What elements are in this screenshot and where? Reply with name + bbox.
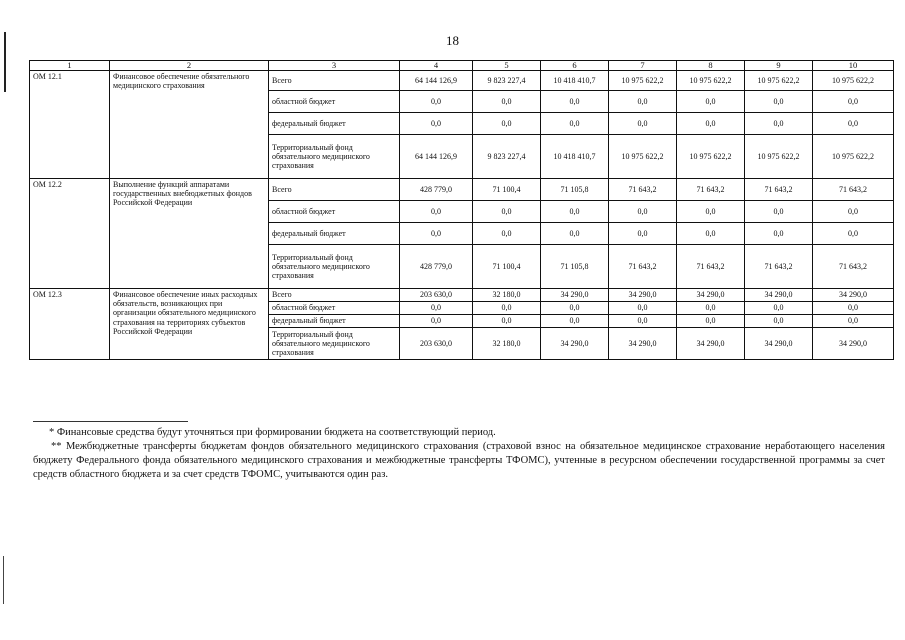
amount-cell: 71 643,2: [813, 179, 894, 201]
amount-cell: 0,0: [813, 223, 894, 245]
amount-cell: 10 418 410,7: [541, 71, 609, 91]
funding-source-cell: федеральный бюджет: [269, 315, 400, 328]
amount-cell: 34 290,0: [541, 289, 609, 302]
header-cell: 5: [473, 61, 541, 71]
amount-cell: 34 290,0: [609, 289, 677, 302]
amount-cell: 0,0: [400, 201, 473, 223]
amount-cell: 0,0: [400, 223, 473, 245]
amount-cell: 10 975 622,2: [609, 71, 677, 91]
amount-cell: 32 180,0: [473, 328, 541, 360]
funding-source-cell: Территориальный фонд обязательного медицинского страхования: [269, 328, 400, 360]
amount-cell: 0,0: [745, 223, 813, 245]
amount-cell: 10 975 622,2: [677, 71, 745, 91]
amount-cell: 0,0: [609, 302, 677, 315]
amount-cell: 0,0: [541, 315, 609, 328]
table-row: [30, 179, 894, 201]
amount-cell: 10 418 410,7: [541, 135, 609, 179]
amount-cell: 0,0: [677, 201, 745, 223]
amount-cell: 0,0: [609, 201, 677, 223]
header-cell: 10: [813, 61, 894, 71]
amount-cell: 10 975 622,2: [677, 135, 745, 179]
amount-cell: 71 643,2: [677, 179, 745, 201]
header-cell: 4: [400, 61, 473, 71]
amount-cell: 0,0: [677, 223, 745, 245]
table-row: [30, 71, 894, 91]
amount-cell: 71 643,2: [745, 245, 813, 289]
amount-cell: 0,0: [541, 223, 609, 245]
amount-cell: 10 975 622,2: [813, 135, 894, 179]
amount-cell: 0,0: [473, 201, 541, 223]
amount-cell: 64 144 126,9: [400, 135, 473, 179]
footnote-separator: [33, 421, 188, 422]
amount-cell: 0,0: [745, 315, 813, 328]
amount-cell: 0,0: [609, 91, 677, 113]
amount-cell: 34 290,0: [745, 328, 813, 360]
amount-cell: 0,0: [677, 91, 745, 113]
program-name-cell: Финансовое обеспечение иных расходных обязательств, возникающих при организации обязательного медицинского страхования на территориях субъектов Российской Федерации: [110, 289, 269, 360]
amount-cell: 0,0: [745, 113, 813, 135]
amount-cell: 71 643,2: [813, 245, 894, 289]
amount-cell: 203 630,0: [400, 328, 473, 360]
amount-cell: 32 180,0: [473, 289, 541, 302]
amount-cell: 0,0: [541, 201, 609, 223]
amount-cell: 34 290,0: [677, 328, 745, 360]
amount-cell: 0,0: [473, 223, 541, 245]
header-cell: 8: [677, 61, 745, 71]
amount-cell: 64 144 126,9: [400, 71, 473, 91]
amount-cell: 428 779,0: [400, 179, 473, 201]
amount-cell: 0,0: [677, 315, 745, 328]
amount-cell: 34 290,0: [745, 289, 813, 302]
funding-source-cell: областной бюджет: [269, 201, 400, 223]
amount-cell: 0,0: [813, 315, 894, 328]
amount-cell: 0,0: [609, 113, 677, 135]
amount-cell: 0,0: [400, 91, 473, 113]
amount-cell: 0,0: [813, 91, 894, 113]
amount-cell: 0,0: [677, 113, 745, 135]
funding-source-cell: Всего: [269, 71, 400, 91]
amount-cell: 0,0: [813, 201, 894, 223]
amount-cell: 0,0: [473, 91, 541, 113]
funding-source-cell: Всего: [269, 179, 400, 201]
header-cell: 3: [269, 61, 400, 71]
amount-cell: 34 290,0: [541, 328, 609, 360]
amount-cell: 0,0: [745, 302, 813, 315]
amount-cell: 0,0: [541, 91, 609, 113]
amount-cell: 0,0: [745, 201, 813, 223]
amount-cell: 203 630,0: [400, 289, 473, 302]
amount-cell: 0,0: [541, 302, 609, 315]
margin-rule-bottom: [3, 556, 4, 604]
amount-cell: 0,0: [400, 315, 473, 328]
footnote-1: * Финансовые средства будут уточняться при формировании бюджета на соответствующий период.: [49, 427, 496, 438]
page-number: 18: [446, 33, 459, 48]
program-code-cell: ОМ 12.3: [30, 289, 110, 360]
table-body: [30, 61, 894, 360]
amount-cell: 71 643,2: [677, 245, 745, 289]
amount-cell: 71 643,2: [609, 179, 677, 201]
amount-cell: 428 779,0: [400, 245, 473, 289]
program-name-cell: Финансовое обеспечение обязательного медицинского страхования: [110, 71, 269, 179]
amount-cell: 34 290,0: [677, 289, 745, 302]
header-cell: 9: [745, 61, 813, 71]
amount-cell: 0,0: [400, 113, 473, 135]
amount-cell: 71 100,4: [473, 245, 541, 289]
amount-cell: 71 105,8: [541, 245, 609, 289]
amount-cell: 10 975 622,2: [745, 71, 813, 91]
amount-cell: 10 975 622,2: [609, 135, 677, 179]
amount-cell: 0,0: [745, 91, 813, 113]
funding-source-cell: федеральный бюджет: [269, 223, 400, 245]
amount-cell: 0,0: [813, 302, 894, 315]
amount-cell: 71 643,2: [745, 179, 813, 201]
funding-source-cell: федеральный бюджет: [269, 113, 400, 135]
amount-cell: 71 105,8: [541, 179, 609, 201]
funding-source-cell: Всего: [269, 289, 400, 302]
header-cell: 2: [110, 61, 269, 71]
amount-cell: 0,0: [473, 113, 541, 135]
amount-cell: 9 823 227,4: [473, 71, 541, 91]
amount-cell: 0,0: [609, 223, 677, 245]
funding-source-cell: областной бюджет: [269, 91, 400, 113]
amount-cell: 0,0: [400, 302, 473, 315]
amount-cell: 71 643,2: [609, 245, 677, 289]
header-cell: 6: [541, 61, 609, 71]
table-header-row: [30, 61, 894, 71]
header-cell: 1: [30, 61, 110, 71]
amount-cell: 10 975 622,2: [745, 135, 813, 179]
footnote-2: ** Межбюджетные трансферты бюджетам фондов обязательного медицинского страхования (страховой взнос на обязательное медицинское страхование неработающего населения бюджету Федерального фонда обязательного медицинского страхования и межбюджетные трансферты ТФОМС), учтенные в ресурсном обеспечении государственной программы за счет средств областного бюджета и за счет средств ТФОМС, учитываются один раз.: [33, 441, 885, 480]
amount-cell: 0,0: [813, 113, 894, 135]
amount-cell: 10 975 622,2: [813, 71, 894, 91]
amount-cell: 34 290,0: [813, 328, 894, 360]
program-code-cell: ОМ 12.2: [30, 179, 110, 289]
amount-cell: 34 290,0: [609, 328, 677, 360]
table-row: [30, 289, 894, 302]
funding-source-cell: Территориальный фонд обязательного медицинского страхования: [269, 135, 400, 179]
amount-cell: 9 823 227,4: [473, 135, 541, 179]
amount-cell: 0,0: [473, 302, 541, 315]
funding-source-cell: областной бюджет: [269, 302, 400, 315]
amount-cell: 0,0: [609, 315, 677, 328]
amount-cell: 34 290,0: [813, 289, 894, 302]
amount-cell: 71 100,4: [473, 179, 541, 201]
program-code-cell: ОМ 12.1: [30, 71, 110, 179]
funding-source-cell: Территориальный фонд обязательного медицинского страхования: [269, 245, 400, 289]
amount-cell: 0,0: [677, 302, 745, 315]
budget-table: [29, 60, 894, 360]
amount-cell: 0,0: [473, 315, 541, 328]
amount-cell: 0,0: [541, 113, 609, 135]
header-cell: 7: [609, 61, 677, 71]
program-name-cell: Выполнение функций аппаратами государственных внебюджетных фондов Российской Федерации: [110, 179, 269, 289]
